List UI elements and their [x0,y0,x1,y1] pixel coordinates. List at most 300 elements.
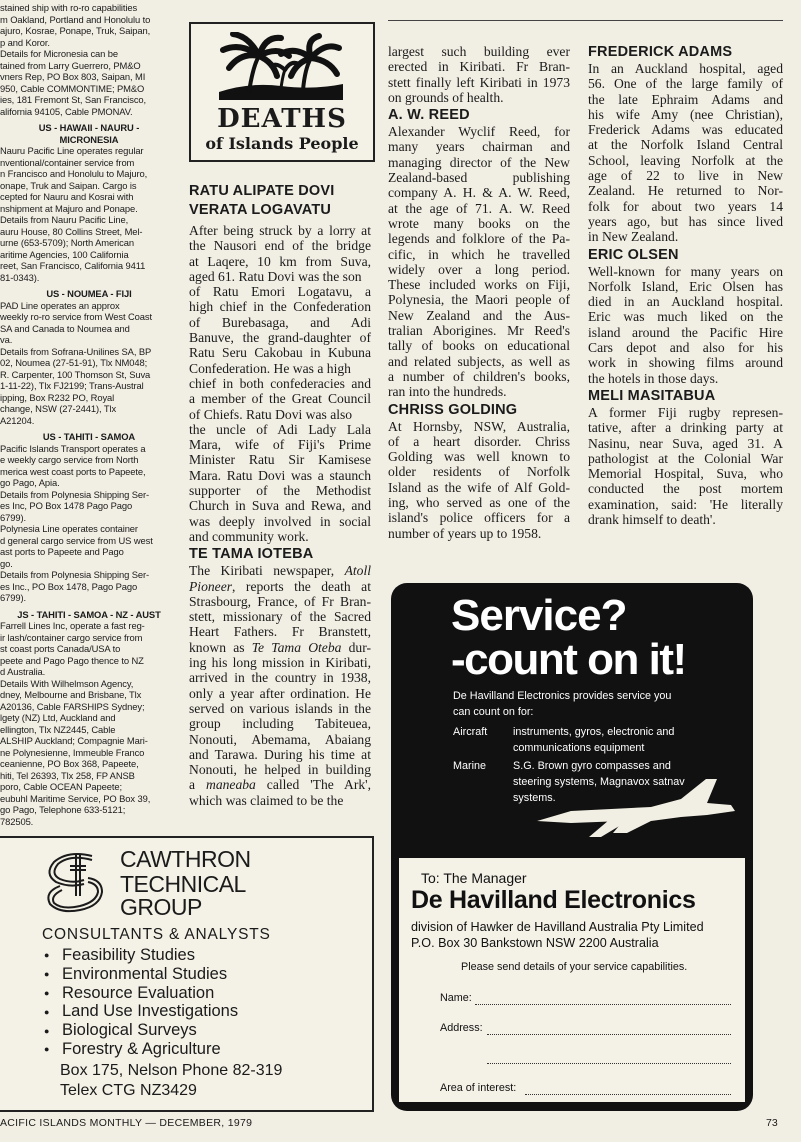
text-run: high chief in the Confederation [189,299,371,315]
text-run: , reports the death at [232,578,371,594]
obituary-text-line [189,594,371,609]
obituary-text-line [388,510,570,525]
coupon-address-field[interactable] [487,1033,731,1035]
reply-coupon [399,858,745,1102]
obituary-text-line [189,686,371,701]
text-run: conducted the post mortem [588,481,783,497]
shipping-text-line: ALSHIP Auckland; Compagnie Mari- [0,735,148,746]
shipping-text-line: tained from Larry Guerrero, PM&O [0,59,141,71]
coupon-address-label: Address: [440,1022,483,1034]
obituary-text-line [588,512,783,527]
italic-title: maneaba [206,777,256,793]
cawthron-service-item: ● Environmental Studies [44,965,238,984]
obituary-text-line [588,279,783,294]
text-run: a [189,777,206,793]
shipping-text-line: Polynesia Line operates container [0,523,138,534]
text-run: These included works on Fiji, [388,277,570,293]
deaths-title: DEATHS [217,104,347,134]
obituary-text-line [189,407,371,422]
text-run: age of 22 to live in New [588,168,783,184]
cawthron-address: Box 175, Nelson Phone 82-319 [60,1062,283,1079]
obituary-text-line [388,139,570,154]
shipping-text-line: go. [0,557,13,569]
text-run: a member of the Great Council [189,391,371,407]
text-run: on grounds of health. [388,89,504,105]
page-number: 73 [766,1117,778,1129]
shipping-text-line: ajuro, Kosrae, Ponape, Truk, Saipan, [0,25,151,36]
cawthron-service-item: ● Biological Surveys [44,1021,238,1040]
obituary-text-line [388,201,570,216]
shipping-text-line: cepted for Nauru and Kosrai with [0,191,134,202]
text-run: aged 61. Ratu Dovi was the son [189,268,362,284]
text-run: company A. H. & A. W. Reed, [388,185,570,201]
shipping-text-line: weekly ro-ro service from West Coast [0,311,152,322]
footer: ACIFIC ISLANDS MONTHLY — DECEMBER, 1979 [0,1117,253,1129]
text-run: After being struck by a lorry at [189,223,371,238]
text-run: at the age of 71. A. W. Reed [388,200,570,216]
shipping-text-line: Details for Micronesia can be [0,48,118,59]
text-run: tally of books on educational [388,338,570,354]
cawthron-service-item: ● Land Use Investigations [44,1002,238,1021]
cawthron-name-line-3: GROUP [120,894,202,920]
shipping-directory [0,2,178,827]
marine-text-1: S.G. Brown gyro compasses and [513,760,671,772]
shipping-text-line: st coast ports Canada/USA to [0,643,121,654]
obituary-text-line [189,732,371,747]
obituary-text-line [588,355,783,370]
text-run: a number of children's books, [388,368,570,384]
shipping-route-heading: US - TAHITI - SAMOA [42,431,136,442]
text-run: Nonouti, he helped in building [189,762,371,778]
text-run: Polynesia, the Maori people of [388,292,570,308]
obituary-name-heading: FREDERICK ADAMS [588,44,733,60]
obituary-text-line [588,229,783,244]
text-run: legends and folklore of the Pa- [388,231,570,247]
obituary-text-line [588,371,783,386]
text-run: largest such building ever [388,44,570,59]
obituary-text-line [189,299,371,314]
obituary-text-line [388,464,570,479]
text-run: at Laqere, 10 km from Suva, [189,253,371,269]
text-run: tative, after a drinking party at [588,420,783,436]
shipping-text-line: A20136, Cable FARSHIPS Sydney; [0,700,145,712]
obituary-text-line [189,422,371,437]
shipping-text-line: 6799). [0,511,26,523]
cawthron-service-item: ● Resource Evaluation [44,984,238,1003]
text-run: managing director of the New [388,154,570,170]
shipping-text-line: peete and Pago Pago thence to NZ [0,654,144,666]
text-run: supporter of the Methodist [189,483,371,499]
text-run: in New Zealand. [588,229,679,245]
obituary-text-line [388,247,570,262]
obituary-text-line [388,185,570,200]
obituary-name-heading: TE TAMA IOTEBA [189,546,314,563]
text-run: of a heart disorder. Chriss [388,433,570,449]
shipping-text-line: 950, Cable COMMONTIME; PM&O [0,82,145,94]
text-run: Confederation. He was a high [189,360,351,376]
aircraft-text-1: instruments, gyros, electronic and [513,726,675,738]
coupon-name-field[interactable] [475,1003,731,1005]
shipping-text-line: hiti, Tel 26393, Tlx 258, FP ANSB [0,769,135,781]
shipping-text-line: SA and Canada to Noumea and [0,322,130,334]
shipping-text-line: ellington, Tlx NZ2445, Cable [0,723,116,735]
obituary-name-heading: VERATA LOGAVATU [189,202,332,218]
text-run: Eric was much liked on the [588,309,783,325]
aircraft-silhouette-icon [531,773,741,843]
obituary-text-line [588,481,783,496]
ad-intro-line-2: can count on for: [453,706,534,718]
text-run: only a year after ordination. He [189,685,371,701]
text-run: cific, in which he travelled [388,246,570,262]
shipping-text-line: eubuhl Maritime Service, PO Box 39, [0,792,151,804]
shipping-text-line: m Oakland, Portland and Honolulu to [0,13,151,25]
shipping-text-line: nshipment at Majuro and Ponape. [0,202,138,214]
shipping-text-line: ast ports to Papeete and Pago [0,546,124,557]
shipping-text-line: go Pago, Apia. [0,477,60,488]
text-run: Cars depot and also for his [588,340,783,356]
text-run: stett finally left Kiribati in 1973 [388,74,570,90]
obituary-text-line [588,76,783,91]
obituary-text-line [588,405,783,420]
text-run: Mara. Ratu Dovi was a staunch [189,467,371,483]
text-run: Church in Suva and Rewa, and [189,498,371,514]
cawthron-consultants: CONSULTANTS & ANALYSTS [42,926,271,943]
text-run: examination, said: 'He literally [588,496,783,512]
obituary-text-line [189,514,371,529]
obituary-text-line [189,563,371,578]
text-run: Zealand. He returned to Nor- [588,183,783,199]
italic-title: Atoll [344,563,371,579]
text-run: the hotels in those days. [588,370,719,386]
shipping-text-line: ies, 181 Fremont St, San Francisco, [0,94,147,105]
shipping-text-line: es Inc, PO Box 1478 Pago Pago [0,500,133,511]
text-run: wrote many books on the [388,215,570,231]
text-run: In an Auckland hospital, aged [588,61,783,76]
cawthron-services-list [44,946,238,1059]
shipping-text-line: es Inc., PO Box 1478, Pago Pago [0,580,138,592]
ad-headline-count-on-it: -count on it! [451,635,686,684]
obituary-text-line [388,384,570,399]
text-run: Island as the wife of Alf Gold- [388,479,570,495]
shipping-text-line: poro, Cable OCEAN Papeete; [0,781,122,792]
obituary-text-line [588,497,783,512]
text-run: his wife Amy (nee Christian), [588,106,783,122]
obituary-text-line [388,434,570,449]
text-run: Well-known for many years on [588,263,783,279]
deaths-subtitle: of Islands People [205,134,359,153]
text-run: known as [189,639,252,655]
obituary-text-line [588,61,783,76]
text-run: ran into the hundreds. [388,384,507,400]
text-run: School, leaving Norfolk at the [588,152,783,168]
obituary-text-line [388,75,570,90]
obituary-text-line [189,670,371,685]
text-run: The Kiribati newspaper, [189,563,345,579]
obituary-text-line [189,284,371,299]
italic-title: Pioneer [189,578,233,594]
marine-label: Marine [453,760,487,772]
italic-title: Te Tama Oteba [251,639,342,655]
shipping-text-line: change, NSW (27-2441), Tlx [0,403,117,414]
obituary-name-heading: A. W. REED [388,107,470,124]
obituary-text-line [388,354,570,369]
obituary-text-line [189,269,371,284]
text-run: New Zealand and the Aus- [388,307,570,323]
text-run: ing, who served as one of the [388,495,570,511]
text-run: Banuve, the grand-daughter of [189,330,371,346]
text-run: Alexander Wyclif Reed, for [388,124,570,140]
text-run: ing his long mission in Kiribati, [189,655,371,671]
obituary-text-line [388,308,570,323]
text-run: the late Ephraim Adams and [588,91,783,107]
text-run: years ago, but has since lived [588,213,783,229]
shipping-text-line: merica west coast ports to Papeete, [0,465,146,477]
obituary-text-line [588,264,783,279]
text-run: of Chiefs. Ratu Dovi was also [189,406,353,422]
text-run: and related subjects, as well as [388,353,570,369]
cawthron-telex: Telex CTG NZ3429 [60,1082,197,1099]
obituary-text-line [189,223,371,238]
coupon-company: De Havilland Electronics [411,886,696,914]
obituary-text-line [189,762,371,777]
shipping-text-line: urne (653-5709); North American [0,237,134,248]
text-run: Strasbourg, France, of Fr Bran- [189,593,371,609]
text-run: island around the Pacific Hire [588,324,783,340]
obituary-text-line [588,168,783,183]
shipping-text-line: d Australia. [0,666,46,677]
shipping-text-line: Details from Polynesia Shipping Ser- [0,488,150,500]
obituary-text-line [388,480,570,495]
obituary-text-line [588,153,783,168]
text-run: Heart Fathers. Fr Branstett, [189,624,371,640]
obituary-text-line [588,309,783,324]
obituary-text-line [588,340,783,355]
text-run: tralian Aborigines. Mr Reed's [388,323,570,339]
obituary-column-2 [388,44,570,541]
text-run: Minister Ratu Sir Kamisese [189,452,371,468]
aircraft-label: Aircraft [453,726,488,738]
aircraft-text-2: communications equipment [513,742,645,754]
obituary-text-line [588,92,783,107]
obituary-text-line [388,90,570,105]
shipping-route-heading: JS - TAHITI - SAMOA - NZ - AUST [17,608,161,620]
text-run: drank himself to death'. [588,512,716,528]
text-run: pathologist at the Colonial War [588,450,783,466]
shipping-text-line: Pacific Islands Transport operates a [0,442,146,454]
obituary-text-line [388,262,570,277]
cawthron-name-line-2: TECHNICAL [120,871,246,897]
text-run: of Burebasaga, and Adi [189,314,371,330]
obituary-text-line [588,451,783,466]
text-run: A former Fiji rugby represen- [588,404,783,420]
shipping-text-line: stained ship with ro-ro capabilities [0,2,138,13]
shipping-text-line: 1-11-22), Tlx FJ2199; Trans-Austral [0,380,144,391]
obituary-text-line [388,369,570,384]
text-run: died in an Auckland hospital. [588,294,783,310]
text-run: chief in both confederacies and [189,375,371,391]
obituary-text-line [388,231,570,246]
text-run: number of years up to 1958. [388,525,542,541]
text-run: Nasinu, near Suva, aged 31. A [588,435,783,451]
shipping-text-line: R. Carpenter, 100 Thomson St, Suva [0,368,151,380]
obituary-name-heading: MELI MASITABUA [588,387,716,404]
text-run: Frederick Adams was educated [588,122,783,138]
text-run: work in showing films around [588,355,783,371]
text-run: stett, missionary of the Sacred [189,609,371,625]
shipping-text-line: ne Polynesienne, Immeuble Franco [0,746,145,758]
shipping-text-line: PAD Line operates an approx [0,299,120,311]
text-run: Nonouti, Abemama, Abaiang [189,731,371,747]
coupon-interest-field[interactable] [525,1093,731,1095]
deaths-title-box [189,22,375,162]
obituary-text-line [189,498,371,513]
obituary-text-line [588,137,783,152]
text-run: At Hornsby, NSW, Australia, [388,418,570,434]
text-run: Golding was well known to [388,449,570,465]
obituary-name-heading: RATU ALIPATE DOVI [189,183,335,199]
cawthron-logo-icon [40,848,112,916]
obituary-text-line [388,323,570,338]
text-run: Memorial Hospital, Suva, who [588,466,783,482]
shipping-route-heading: US - HAWAII - NAURU - [38,122,140,133]
obituary-column-3 [588,44,783,527]
text-run: group including Tabiteuea, [189,716,371,732]
coupon-request: Please send details of your service capabilities. [461,961,688,973]
obituary-text-line [388,277,570,292]
shipping-text-line: ir lash/container cargo service from [0,631,143,643]
text-run: older residents of Norfolk [388,464,570,480]
shipping-text-line: n Francisco and Honolulu to Majuro, [0,168,148,179]
shipping-text-line: 782505. [0,815,34,827]
obituary-text-line [189,254,371,269]
obituary-text-line [588,122,783,137]
text-run: served on various islands in the [189,700,371,716]
obituary-text-line [388,338,570,353]
obituary-text-line [388,44,570,59]
shipping-text-line: onape, Truk and Saipan. Cargo is [0,179,137,191]
obituary-text-line [189,793,371,808]
shipping-text-line: aritime Agencies, 100 California [0,248,129,260]
coupon-to: To: The Manager [421,870,527,886]
obituary-text-line [189,747,371,762]
obituary-text-line [588,214,783,229]
obituary-text-line [388,495,570,510]
text-run: many years chairman and [388,139,570,155]
obituary-text-line [189,529,371,544]
obituary-column-1 [189,181,371,808]
text-run: and Tarawa. During his time at [189,746,371,762]
obituary-text-line [388,526,570,541]
text-run: 56. One of the large family of [588,76,783,92]
shipping-text-line: Farrell Lines Inc, operate a fast reg- [0,620,145,631]
text-run: Norfolk Island, Eric Olsen has [588,278,783,294]
obituary-text-line [588,466,783,481]
text-run: widely over a long period. [388,261,570,277]
text-run: erected in Kiribati. Fr Bran- [388,59,570,75]
cawthron-advertisement [0,836,374,1112]
obituary-text-line [189,345,371,360]
text-run: Zealand-based publishing [388,170,570,186]
text-run: folk for about two years 14 [588,198,783,214]
obituary-text-line [189,376,371,391]
obituary-text-line [189,640,371,655]
shipping-text-line: 81-0343). [0,271,40,283]
obituary-text-line [388,216,570,231]
obituary-text-line [189,391,371,406]
obituary-text-line [189,361,371,376]
coupon-division: division of Hawker de Havilland Australia Pty Limited [411,920,704,934]
obituary-text-line [189,315,371,330]
coupon-interest-label: Area of interest: [440,1082,517,1094]
service-advertisement [391,583,753,1111]
cawthron-service-item: ● Feasibility Studies [44,946,238,965]
ad-headline-service: Service? [451,591,627,640]
text-run: which was claimed to be the [189,792,344,808]
text-run: the uncle of Adi Lady Lala [189,421,371,437]
shipping-text-line: Nauru Pacific Line operates regular [0,145,144,156]
shipping-text-line: auru House, 80 Collins Street, Mel- [0,225,143,237]
text-run: arrived in the country in 1938, [189,670,371,686]
obituary-text-line [189,701,371,716]
obituary-text-line [189,624,371,639]
obituary-text-line [189,452,371,467]
obituary-text-line [588,183,783,198]
obituary-text-line [189,483,371,498]
obituary-text-line [388,155,570,170]
shipping-text-line: Details from Nauru Pacific Line, [0,214,129,225]
palm-trees-icon [219,32,343,100]
obituary-text-line [588,107,783,122]
obituary-text-line [388,59,570,74]
text-run: Ratu Seru Cakobau in Kubuna [189,345,371,361]
shipping-text-line: nventional/container service from [0,156,135,168]
obituary-text-line [388,292,570,307]
shipping-text-line: ceanienne, PO Box 368, Papeete, [0,758,139,769]
obituary-text-line [189,777,371,792]
obituary-text-line [189,330,371,345]
shipping-text-line: va. [0,334,13,345]
obituary-text-line [588,325,783,340]
shipping-text-line: reet, San Francisco, California 9411 [0,260,146,271]
ad-intro-line-1: De Havilland Electronics provides service you [453,690,672,702]
obituary-name-heading: ERIC OLSEN [588,246,679,263]
obituary-text-line [388,449,570,464]
obituary-text-line [189,238,371,253]
shipping-route-heading: US - NOUMEA - FIJI [46,288,132,299]
top-rule [388,20,783,21]
obituary-name-heading: CHRISS GOLDING [388,401,518,418]
shipping-text-line: Details from Sofrana-Unilines SA, BP [0,345,152,357]
obituary-text-line [189,579,371,594]
shipping-text-line: ipping, Box R232 PO, Royal [0,391,115,403]
shipping-text-line: d general cargo service from US west [0,534,153,546]
text-run: and community work. [189,528,309,544]
obituary-text-line [189,716,371,731]
shipping-text-line: vners Rep, PO Box 803, Saipan, MI [0,71,146,82]
obituary-text-line [388,419,570,434]
text-run: of Ratu Emori Logatavu, a [189,284,371,300]
obituary-text-line [388,170,570,185]
shipping-text-line: e weekly cargo service from North [0,454,139,465]
coupon-address-field-2[interactable] [487,1062,731,1064]
shipping-text-line: 6799). [0,592,26,603]
shipping-text-line: p and Koror. [0,36,50,48]
coupon-address: P.O. Box 30 Bankstown NSW 2200 Australia [411,936,659,950]
text-run: called 'The Ark', [255,777,371,793]
obituary-text-line [189,655,371,670]
shipping-text-line: A21204. [0,414,35,426]
text-run: was deeply involved in social [189,513,371,529]
